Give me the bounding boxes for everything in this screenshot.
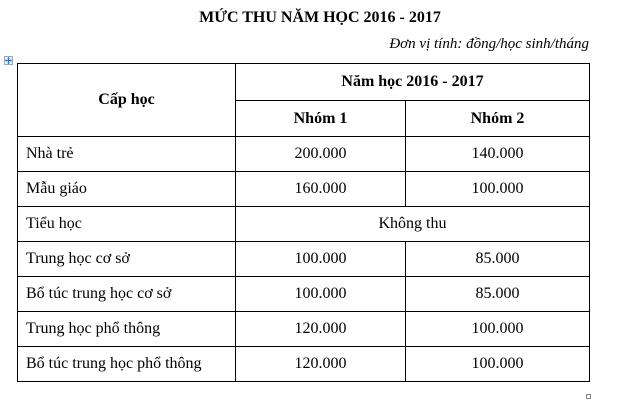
cell-level: Mẫu giáo	[18, 172, 236, 207]
header-group2: Nhóm 2	[406, 101, 590, 137]
cell-group1: 120.000	[236, 347, 406, 382]
cell-group1: 160.000	[236, 172, 406, 207]
table-row	[18, 172, 590, 207]
cell-group2: 100.000	[406, 347, 590, 382]
table-row	[18, 137, 590, 172]
cell-group1: 100.000	[236, 242, 406, 277]
cell-level: Trung học cơ sở	[18, 242, 236, 277]
header-level: Cấp học	[18, 64, 236, 137]
header-group1: Nhóm 1	[236, 101, 406, 137]
cell-level: Bổ túc trung học phổ thông	[18, 347, 236, 382]
cell-group2: 140.000	[406, 137, 590, 172]
table-row	[18, 277, 590, 312]
cell-group2: 85.000	[406, 277, 590, 312]
table-move-handle-icon[interactable]	[4, 56, 13, 65]
cell-group2: 85.000	[406, 242, 590, 277]
cell-level: Trung học phổ thông	[18, 312, 236, 347]
cell-group1: 200.000	[236, 137, 406, 172]
cell-level: Tiểu học	[18, 207, 236, 242]
unit-note: Đơn vị tính: đồng/học sinh/tháng	[389, 36, 589, 52]
cell-group1: 100.000	[236, 277, 406, 312]
table-row	[18, 242, 590, 277]
cell-level: Nhà trẻ	[18, 137, 236, 172]
cell-group2: 100.000	[406, 172, 590, 207]
table-row	[18, 207, 590, 242]
table-header-row	[18, 64, 590, 101]
cell-merged: Không thu	[236, 207, 590, 242]
cell-level: Bổ túc trung học cơ sở	[18, 277, 236, 312]
document-title: MỨC THU NĂM HỌC 2016 - 2017	[199, 9, 441, 26]
table-row	[18, 347, 590, 382]
cell-group2: 100.000	[406, 312, 590, 347]
header-year: Năm học 2016 - 2017	[236, 64, 590, 101]
table-row	[18, 312, 590, 347]
table-resize-handle-icon[interactable]	[586, 394, 591, 399]
cell-group1: 120.000	[236, 312, 406, 347]
fee-table	[17, 63, 590, 382]
